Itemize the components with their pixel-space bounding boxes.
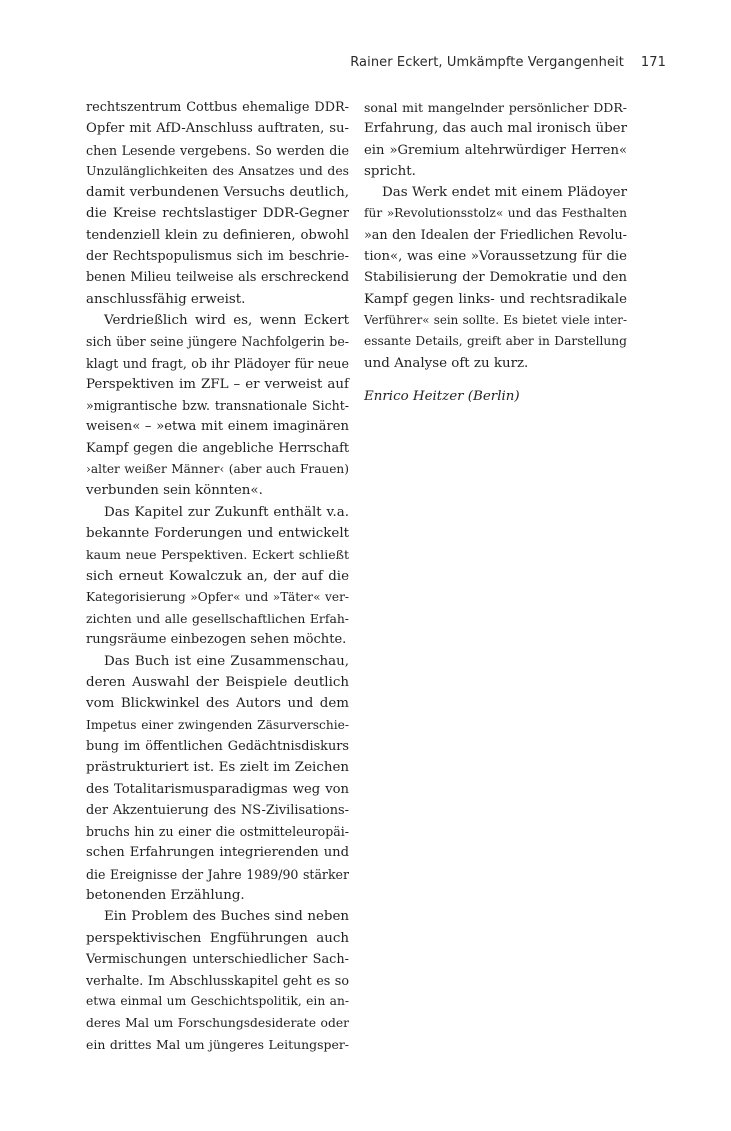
text-line: Impetus einer zwingenden Zäsurverschie-: [86, 717, 349, 732]
author-signature: Enrico Heitzer (Berlin): [364, 388, 520, 404]
text-line: für »Revolutionsstolz« und das Festhalten: [364, 206, 627, 221]
text-line: rungsräume einbezogen sehen möchte.: [86, 632, 347, 648]
text-line: und Analyse oft zu kurz.: [364, 355, 529, 371]
text-line: damit verbundenen Versuchs deutlich,: [86, 185, 349, 201]
text-line: tion«, was eine »Voraussetzung für die: [364, 249, 627, 265]
text-line: bruchs hin zu einer die ostmitteleuropäi-: [86, 824, 349, 840]
text-line: die Kreise rechtslastiger DDR-Gegner: [86, 206, 349, 222]
text-line: kaum neue Perspektiven. Eckert schließt: [86, 547, 349, 563]
right-column: [364, 97, 627, 407]
text-line: weisen« – »etwa mit einem imaginären: [86, 419, 349, 435]
text-line: der Rechtspopulismus sich im beschrie-: [86, 249, 349, 265]
text-line: der Akzentuierung des NS-Zivilisations-: [86, 802, 349, 818]
text-line: Vermischungen unterschiedlicher Sach-: [86, 951, 349, 967]
text-line: etwa einmal um Geschichtspolitik, ein an-: [86, 994, 349, 1009]
text-line: spricht.: [364, 163, 416, 179]
text-line: ein »Gremium altehrwürdiger Herren«: [364, 142, 627, 158]
text-line: bung im öffentlichen Gedächtnisdiskurs: [86, 738, 349, 754]
text-line: rechtszentrum Cottbus ehemalige DDR-: [86, 100, 349, 115]
text-line: tendenziell klein zu definieren, obwohl: [86, 227, 349, 243]
text-line: essante Details, greift aber in Darstellung: [364, 334, 627, 349]
text-line: schen Erfahrungen integrierenden und: [86, 845, 349, 861]
text-line: Kampf gegen die angebliche Herrschaft: [86, 440, 349, 456]
text-line: des Totalitarismusparadigmas weg von: [86, 781, 349, 797]
text-line: Ein Problem des Buches sind neben: [104, 909, 349, 925]
text-line: verbunden sein könnten«.: [86, 483, 263, 499]
text-line: perspektivischen Engführungen auch: [86, 930, 349, 946]
text-line: benen Milieu teilweise als erschreckend: [86, 270, 349, 286]
text-line: Stabilisierung der Demokratie und den: [364, 270, 627, 286]
text-line: verhalte. Im Abschlusskapitel geht es so: [86, 973, 349, 989]
text-line: prästrukturiert ist. Es zielt im Zeichen: [86, 760, 349, 776]
text-line: die Ereignisse der Jahre 1989/90 stärker: [86, 866, 349, 882]
text-line: Das Kapitel zur Zukunft enthält v.a.: [104, 504, 349, 520]
text-line: Opfer mit AfD-Anschluss auftraten, su-: [86, 121, 349, 137]
text-line: Das Buch ist eine Zusammenschau,: [104, 653, 349, 669]
text-line: Kampf gegen links- und rechtsradikale: [364, 291, 627, 307]
left-column: [86, 97, 349, 1055]
text-line: Verdrießlich wird es, wenn Eckert: [104, 312, 349, 328]
text-line: betonenden Erzählung.: [86, 887, 245, 903]
running-header: [350, 55, 666, 77]
text-line: ein drittes Mal um jüngeres Leitungsper-: [86, 1037, 349, 1053]
text-line: Erfahrung, das auch mal ironisch über: [364, 121, 627, 137]
text-line: »an den Idealen der Friedlichen Revolu-: [364, 227, 627, 243]
text-line: klagt und fragt, ob ihr Plädoyer für neue: [86, 355, 349, 371]
text-line: sich über seine jüngere Nachfolgerin be-: [86, 334, 349, 350]
running-title: Rainer Eckert, Umkämpfte Vergangenheit: [350, 55, 624, 70]
text-line: Perspektiven im ZFL – er verweist auf: [86, 376, 349, 392]
text-line: »migrantische bzw. transnationale Sicht-: [86, 398, 349, 414]
text-line: Verführer« sein sollte. Es bietet viele inter-: [364, 312, 627, 327]
text-line: sich erneut Kowalczuk an, der auf die: [86, 568, 349, 584]
text-line: deres Mal um Forschungsdesiderate oder: [86, 1015, 349, 1030]
text-line: deren Auswahl der Beispiele deutlich: [86, 675, 349, 691]
text-line: Unzulänglichkeiten des Ansatzes und des: [86, 163, 349, 178]
text-line: bekannte Forderungen und entwickelt: [86, 525, 349, 541]
text-line: Kategorisierung »Opfer« und »Täter« ver-: [86, 589, 349, 604]
text-line: ›alter weißer Männer‹ (aber auch Frauen): [86, 462, 349, 477]
text-line: anschlussfähig erweist.: [86, 291, 246, 307]
text-line: chen Lesende vergebens. So werden die: [86, 142, 349, 158]
text-line: vom Blickwinkel des Autors und dem: [86, 696, 349, 712]
text-line: sonal mit mangelnder persönlicher DDR-: [364, 100, 627, 115]
text-line: Das Werk endet mit einem Plädoyer: [382, 185, 627, 201]
text-line: zichten und alle gesellschaftlichen Erfah-: [86, 611, 349, 627]
page-number: 171: [640, 55, 666, 70]
